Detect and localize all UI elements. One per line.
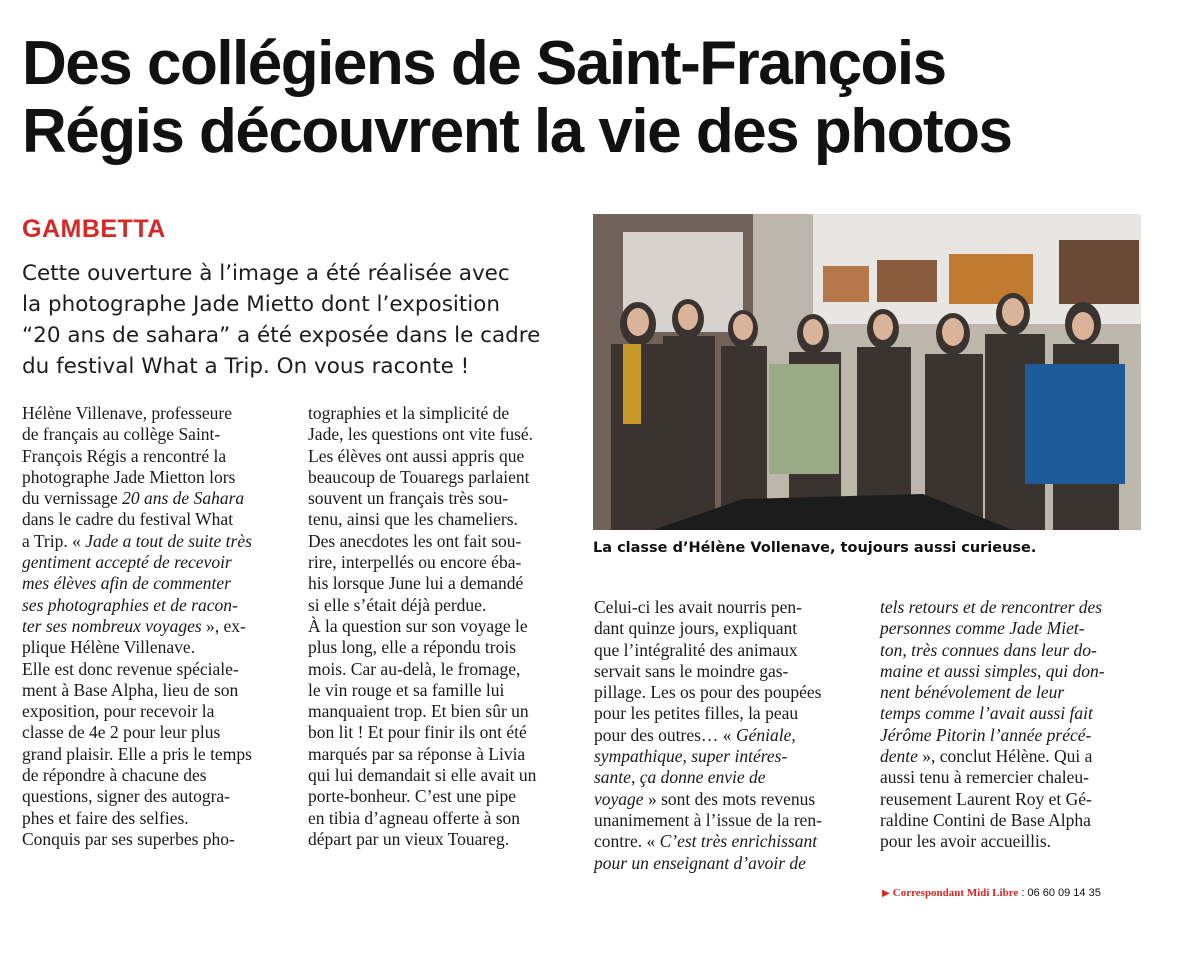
body-text-line [594,597,859,618]
triangle-bullet-icon: ▶ [882,888,890,899]
body-text: tenu, ainsi que les chameliers. [308,509,518,530]
body-text: aussi tenu à remercier chaleu- [880,767,1089,788]
quote-text: Jérôme Pitorin l’année précé- [880,724,1092,745]
body-column-1 [22,403,287,850]
body-text-line [22,509,287,530]
body-text-line [880,789,1145,810]
body-text: photographe Jade Mietton lors [22,466,236,487]
body-text-line [308,424,573,445]
body-text: marqués par sa réponse à Livia [308,743,526,764]
body-column-3 [594,597,859,874]
quote-text: sympathique, super intéres- [594,746,788,767]
body-text-line [880,640,1145,661]
quote-text: ton, très connues dans leur do- [880,639,1097,660]
body-text-line [308,531,573,552]
body-text: raldine Contini de Base Alpha [880,809,1091,830]
body-text: ment à Base Alpha, lieu de son [22,679,239,700]
body-text-line [880,831,1145,852]
body-text: classe de 4e 2 pour leur plus [22,722,221,743]
body-column-2 [308,403,573,850]
body-text-line [308,552,573,573]
quote-text: maine et aussi simples, qui don- [880,660,1105,681]
body-text-line [308,829,573,850]
quote-text: temps comme l’avait aussi fait [880,703,1093,724]
body-text: dans le cadre du festival What [22,509,234,530]
standfirst [22,258,582,382]
body-text-line [594,682,859,703]
body-text: de français au collège Saint- [22,424,221,445]
body-text-line [22,573,287,594]
body-text-line [880,661,1145,682]
quote-text: mes élèves afin de commenter [22,573,231,594]
body-text: mois. Car au-delà, le fromage, [308,658,521,679]
quote-text: tels retours et de rencontrer des [880,597,1103,617]
body-text-line [22,744,287,765]
body-text-line [22,488,287,509]
quote-text: Géniale, [735,724,796,745]
body-text-line [22,467,287,488]
body-text-line [22,531,287,552]
photo-caption: La classe d’Hélène Vollenave, toujours aussi curieuse. [593,540,1037,556]
body-text-line [22,403,287,424]
correspondent-credit [882,887,1101,899]
quote-text: sante, ça donne envie de [594,767,766,788]
body-text-line [308,765,573,786]
body-text-line [594,661,859,682]
headline-line-2: Régis découvrent la vie des photos [22,97,1012,166]
body-text-line [308,616,573,637]
body-text-line [22,552,287,573]
body-text-line [308,680,573,701]
body-text: contre. « [594,831,660,852]
body-text: si elle s’était déjà perdue. [308,594,487,615]
body-text-line [308,722,573,743]
body-text: Des anecdotes les ont fait sou- [308,530,522,551]
body-text: en tibia d’agneau offerte à son [308,807,521,828]
group-photo-illustration [593,214,1141,530]
body-text-line [880,597,1145,618]
body-text: unanimement à l’issue de la ren- [594,809,822,830]
body-text-line [22,637,287,658]
body-text-line [22,659,287,680]
quote-text: dente [880,746,918,767]
quote-text: gentiment accepté de recevoir [22,552,232,573]
body-text-line [22,701,287,722]
body-text-line [594,746,859,767]
body-text: François Régis a rencontré la [22,445,227,466]
headline [22,30,1162,166]
body-text: plique Hélène Villenave. [22,637,196,658]
body-text: souvent un français très sou- [308,488,509,509]
quote-text: personnes comme Jade Miet- [880,618,1085,639]
body-text-line [22,446,287,467]
body-text-line [594,831,859,852]
body-text: grand plaisir. Elle a pris le temps [22,743,252,764]
body-text: Les élèves ont aussi appris que [308,445,525,466]
body-text: Celui-ci les avait nourris pen- [594,597,802,617]
body-text: plus long, elle a répondu trois [308,637,517,658]
body-text: pour les petites filles, la peau [594,703,799,724]
body-text-line [22,680,287,701]
body-text-line [308,509,573,530]
body-text: », conclut Hélène. Qui a [917,746,1093,767]
body-text-line [308,808,573,829]
quote-text: C’est très enrichissant [659,831,818,852]
body-text: servait sans le moindre gas- [594,660,789,681]
standfirst-line: “20 ans de sahara” a été exposée dans le cadre [22,323,541,348]
body-text: dant quinze jours, expliquant [594,618,798,639]
body-text-line [880,746,1145,767]
body-text: À la question sur son voyage le [308,615,528,636]
body-text-line [308,446,573,467]
body-text-line [880,618,1145,639]
body-text-line [22,808,287,829]
body-text: a Trip. « [22,530,86,551]
body-text-line [880,767,1145,788]
body-text-line [594,725,859,746]
body-text: questions, signer des autogra- [22,786,231,807]
body-text: départ par un vieux Touareg. [308,828,510,849]
body-text-line [308,488,573,509]
body-text: Hélène Villenave, professeure [22,403,232,423]
body-text: pour des outres… « [594,724,736,745]
section-kicker: GAMBETTA [22,215,166,243]
body-text: reusement Laurent Roy et Gé- [880,788,1092,809]
article-photo [593,214,1141,530]
body-text-line [22,829,287,850]
body-text: que l’intégralité des animaux [594,639,798,660]
body-text-line [594,789,859,810]
standfirst-line: la photographe Jade Mietto dont l’exposition [22,292,501,317]
body-text: beaucoup de Touaregs parlaient [308,466,530,487]
body-text: phes et faire des selfies. [22,807,189,828]
standfirst-line: du festival What a Trip. On vous raconte ! [22,354,470,379]
body-text-line [22,595,287,616]
body-text-line [880,810,1145,831]
body-text: de répondre à chacune des [22,765,207,786]
body-text-line [22,786,287,807]
body-text: Jade, les questions ont vite fusé. [308,424,534,445]
body-text-line [594,640,859,661]
body-text-line [308,595,573,616]
body-text-line [594,618,859,639]
quote-text: 20 ans de Sahara [122,488,245,509]
body-text: Conquis par ses superbes pho- [22,828,235,849]
body-text: manquaient trop. Et bien sûr un [308,701,529,722]
body-text-line [594,767,859,788]
body-text-line [22,616,287,637]
quote-text: ses photographies et de racon- [22,594,238,615]
quote-text: pour un enseignant d’avoir de [594,852,806,873]
body-text-line [22,765,287,786]
credit-phone: : 06 60 09 14 35 [1018,887,1101,899]
body-text-line [22,424,287,445]
body-text-line [308,786,573,807]
quote-text: Jade a tout de suite très [85,530,252,551]
body-text-line [308,701,573,722]
body-text-line [594,810,859,831]
body-text: tographies et la simplicité de [308,403,510,423]
quote-text: voyage [594,788,644,809]
body-text-line [308,659,573,680]
credit-label: Correspondant Midi Libre [892,887,1019,899]
body-text: exposition, pour recevoir la [22,701,215,722]
body-text: du vernissage [22,488,123,509]
body-text: porte-bonheur. C’est une pipe [308,786,517,807]
standfirst-line: Cette ouverture à l’image a été réalisée avec [22,261,510,286]
body-text-line [308,573,573,594]
body-text-line [880,725,1145,746]
body-text: pillage. Les os pour des poupées [594,682,822,703]
headline-line-1: Des collégiens de Saint-François [22,29,946,98]
body-text: », ex- [201,615,246,636]
body-text-line [880,682,1145,703]
body-column-4 [880,597,1145,853]
body-text-line [880,703,1145,724]
body-text: rire, interpellés ou encore éba- [308,552,522,573]
body-text: pour les avoir accueillis. [880,831,1052,852]
body-text-line [22,722,287,743]
body-text: his lorsque June lui a demandé [308,573,524,594]
body-text: qui lui demandait si elle avait un [308,765,537,786]
quote-text: nent bénévolement de leur [880,682,1065,703]
quote-text: ter ses nombreux voyages [22,615,202,636]
body-text: le vin rouge et sa famille lui [308,679,505,700]
body-text: Elle est donc revenue spéciale- [22,658,239,679]
body-text-line [308,467,573,488]
body-text-line [308,637,573,658]
body-text: » sont des mots revenus [643,788,816,809]
body-text-line [308,403,573,424]
body-text-line [594,703,859,724]
body-text-line [594,853,859,874]
body-text-line [308,744,573,765]
body-text: bon lit ! Et pour finir ils ont été [308,722,527,743]
